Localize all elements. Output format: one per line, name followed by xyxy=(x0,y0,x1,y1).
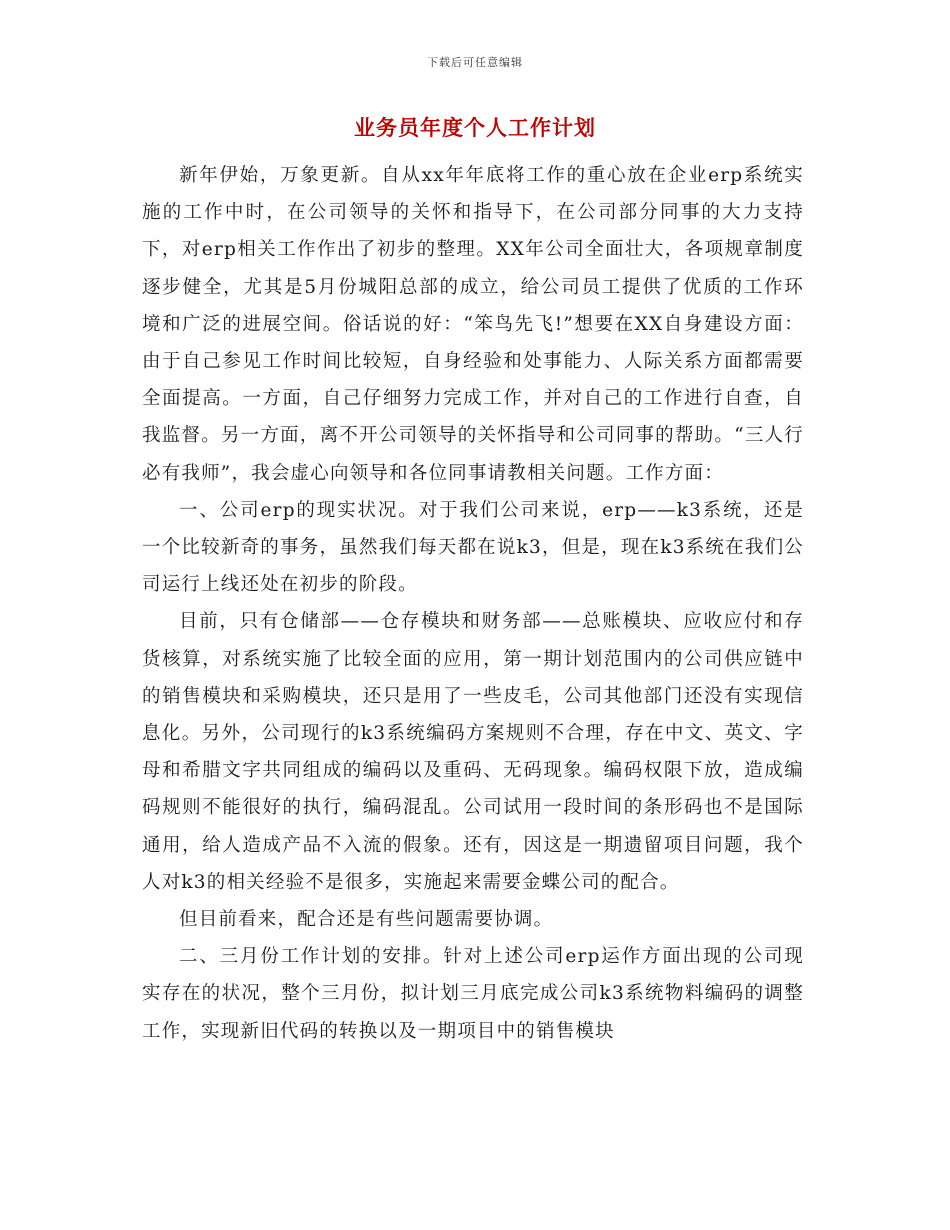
paragraph: 一、公司erp的现实状况。对于我们公司来说，erp——k3系统，还是一个比较新奇的事务，虽然我们每天都在说k3，但是，现在k3系统在我们公司运行上线还处在初步的阶段。 xyxy=(142,499,804,596)
paragraph: 二、三月份工作计划的安排。针对上述公司erp运作方面出现的公司现实存在的状况，整个三月份，拟计划三月底完成公司k3系统物料编码的调整工作，实现新旧代码的转换以及一期项目中的销售模块 xyxy=(142,946,804,1042)
paragraph: 目前，只有仓储部——仓存模块和财务部——总账模块、应收应付和存货核算，对系统实施了比较全面的应用，第一期计划范围内的公司供应链中的销售模块和采购模块，还只是用了一些皮毛，公司其他部门还没有实现信息化。另外，公司现行的k3系统编码方案规则不合理，存在中文、英文、字母和希腊文字共同组成的编码以及重码、无码现象。编码权限下放，造成编码规则不能很好的执行，编码混乱。公司试用一段时间的条形码也不是国际通用，给人造成产品不入流的假象。还有，因这是一期遗留项目问题，我个人对k3的相关经验不是很多，实施起来需要金蝶公司的配合。 xyxy=(142,611,804,893)
document-title: 业务员年度个人工作计划 xyxy=(354,115,596,140)
document-body xyxy=(142,157,804,1050)
paragraph: 新年伊始，万象更新。自从xx年年底将工作的重心放在企业erp系统实施的工作中时，在公司领导的关怀和指导下，在公司部分同事的大力支持下，对erp相关工作作出了初步的整理。XX年公司全面壮大，各项规章制度逐步健全，尤其是5月份城阳总部的成立，给公司员工提供了优质的工作环境和广泛的进展空间。俗话说的好：“笨鸟先飞!”想要在XX自身建设方面：由于自己参见工作时间比较短，自身经验和处事能力、人际关系方面都需要全面提高。一方面，自己仔细努力完成工作，并对自己的工作进行自查，自我监督。另一方面，离不开公司领导的关怀指导和公司同事的帮助。“三人行必有我师”，我会虚心向领导和各位同事请教相关问题。工作方面： xyxy=(142,165,804,484)
header-note: 下载后可任意编辑 xyxy=(427,56,523,69)
paragraph: 但目前看来，配合还是有些问题需要协调。 xyxy=(179,909,554,931)
